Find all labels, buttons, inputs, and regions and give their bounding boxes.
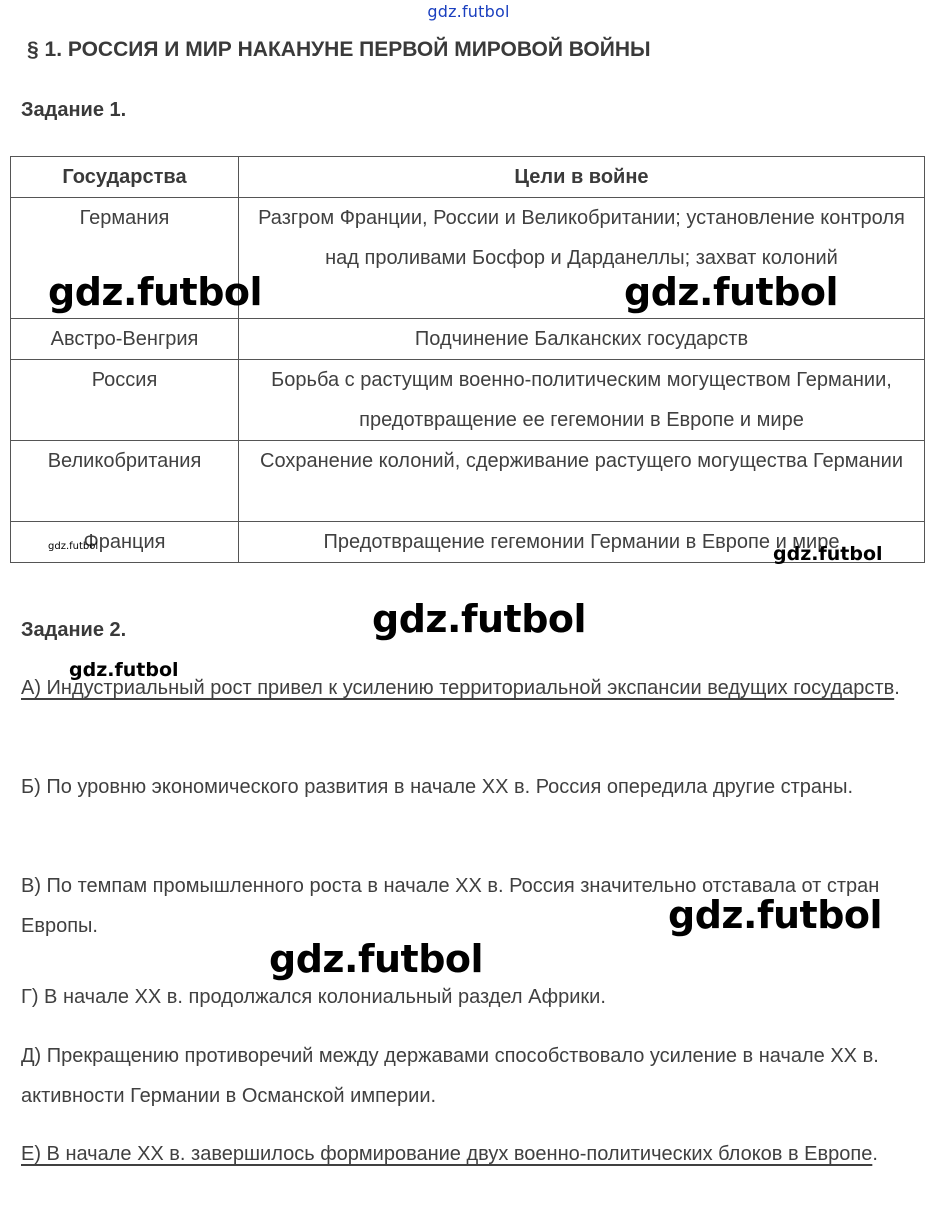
table-header-row xyxy=(11,157,925,198)
statement-b: Б) По уровню экономического развития в начале ХХ в. Россия опередила другие страны. xyxy=(21,776,854,798)
statement-d: Д) Прекращению противоречий между державами способствовало усиление в начале ХХ в. активности Германии в Османской империи. xyxy=(21,1045,879,1107)
table-row xyxy=(11,360,925,441)
state-cell: Германия xyxy=(11,198,239,319)
statement-e: Е) В начале ХХ в. завершилось формирование двух военно-политических блоков в Европе. xyxy=(21,1143,878,1165)
task1-heading: Задание 1. xyxy=(21,99,127,121)
task2-heading: Задание 2. xyxy=(21,619,127,641)
table-row xyxy=(11,319,925,360)
watermark: gdz.futbol xyxy=(372,597,587,641)
table-row xyxy=(11,198,925,319)
goals-cell: Борьба с растущим военно-политическим могуществом Германии, предотвращение ее гегемонии в Европе и мире xyxy=(239,360,925,441)
statement-g: Г) В начале ХХ в. продолжался колониальный раздел Африки. xyxy=(21,986,606,1008)
table-row xyxy=(11,441,925,522)
state-cell: Россия xyxy=(11,360,239,441)
watermark: gdz.futbol xyxy=(48,270,263,314)
watermark: gdz.futbol xyxy=(69,659,179,681)
page-title: § 1. РОССИЯ И МИР НАКАНУНЕ ПЕРВОЙ МИРОВОЙ ВОЙНЫ xyxy=(27,38,651,61)
watermark: gdz.futbol xyxy=(624,270,839,314)
watermark: gdz.futbol xyxy=(269,937,484,981)
statement-a: А) Индустриальный рост привел к усилению территориальной экспансии ведущих государств. xyxy=(21,677,900,699)
state-cell: Великобритания xyxy=(11,441,239,522)
statement-v: В) По темпам промышленного роста в начале ХХ в. Россия значительно отставала от стран Европы. xyxy=(21,875,880,937)
watermark: gdz.futbol xyxy=(773,543,883,565)
state-cell: Франция xyxy=(11,522,239,563)
goals-cell: Сохранение колоний, сдерживание растущего могущества Германии xyxy=(239,441,925,522)
header-goals: Цели в войне xyxy=(239,157,925,198)
goals-cell: Подчинение Балканских государств xyxy=(239,319,925,360)
goals-cell: Предотвращение гегемонии Германии в Европе и мире xyxy=(239,522,925,563)
war-goals-table xyxy=(10,156,925,563)
header-states: Государства xyxy=(11,157,239,198)
watermark: gdz.futbol xyxy=(48,541,99,552)
table-row xyxy=(11,522,925,563)
goals-cell: Разгром Франции, России и Великобритании; установление контроля над проливами Босфор и Дарданеллы; захват колоний xyxy=(239,198,925,319)
site-link[interactable]: gdz.futbol xyxy=(427,2,510,21)
state-cell: Австро-Венгрия xyxy=(11,319,239,360)
watermark: gdz.futbol xyxy=(668,893,883,937)
